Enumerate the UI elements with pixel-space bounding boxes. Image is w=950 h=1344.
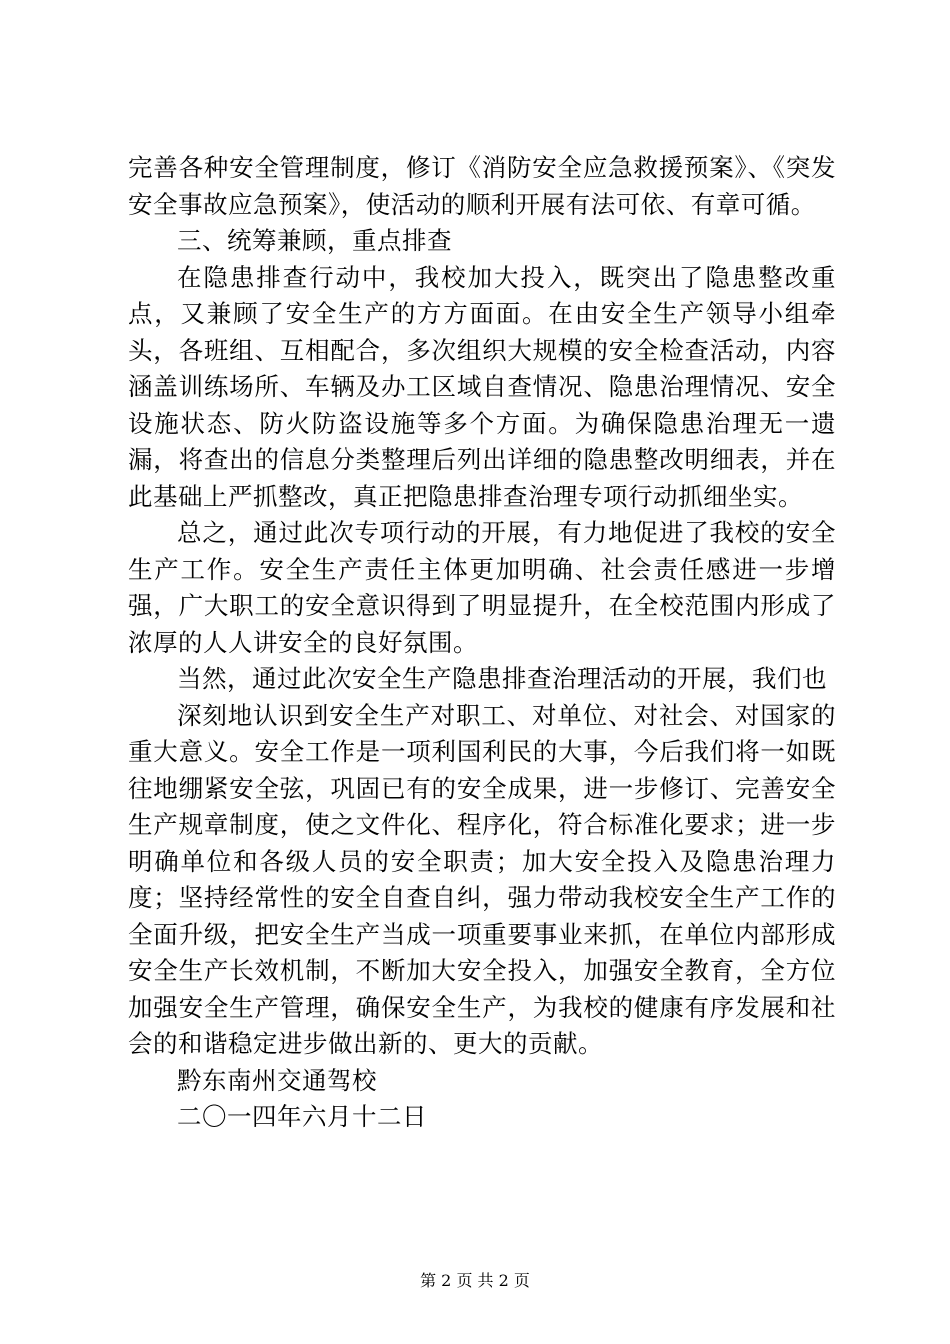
paragraph-hazard-inspection: 在隐患排查行动中，我校加大投入，既突出了隐患整改重点，又兼顾了安全生产的方方面面。在由安全生产领导小组牵头，各班组、互相配合，多次组织大规模的安全检查活动，内容涵盖训练场所、车辆及办工区域自查情况、隐患治理情况、安全设施状态、防火防盗设施等多个方面。为确保隐患治理无一遗漏，将查出的信息分类整理后列出详细的隐患整改明细表，并在此基础上严抓整改，真正把隐患排查治理专项行动抓细坐实。 bbox=[128, 262, 836, 511]
signature-date: 二〇一四年六月十二日 bbox=[177, 1102, 427, 1131]
paragraph-awareness-intro: 当然，通过此次安全生产隐患排查治理活动的开展，我们也 bbox=[177, 664, 827, 693]
signature-organization: 黔东南州交通驾校 bbox=[177, 1065, 377, 1095]
paragraph-regulations: 完善各种安全管理制度，修订《消防安全应急救援预案》、《突发安全事故应急预案》，使活动的顺利开展有法可依、有章可循。 bbox=[128, 153, 836, 219]
page-number-footer: 第 2 页 共 2 页 bbox=[420, 1271, 530, 1290]
paragraph-future-plans: 深刻地认识到安全生产对职工、对单位、对社会、对国家的重大意义。安全工作是一项利国利民的大事，今后我们将一如既往地绷紧安全弦，巩固已有的安全成果，进一步修订、完善安全生产规章制度，使之文件化、程序化，符合标准化要求；进一步明确单位和各级人员的安全职责；加大安全投入及隐患治理力度；坚持经常性的安全自查自纠，强力带动我校安全生产工作的全面升级，把安全生产当成一项重要事业来抓，在单位内部形成安全生产长效机制，不断加大安全投入，加强安全教育，全方位加强安全生产管理，确保安全生产，为我校的健康有序发展和社会的和谐稳定进步做出新的、更大的贡献。 bbox=[128, 700, 836, 1058]
document-body bbox=[128, 150, 836, 1136]
section-heading-overall-planning: 三、统筹兼顾，重点排查 bbox=[177, 226, 452, 255]
paragraph-summary: 总之，通过此次专项行动的开展，有力地促进了我校的安全生产工作。安全生产责任主体更加明确、社会责任感进一步增强，广大职工的安全意识得到了明显提升，在全校范围内形成了浓厚的人人讲安全的良好氛围。 bbox=[128, 518, 836, 657]
